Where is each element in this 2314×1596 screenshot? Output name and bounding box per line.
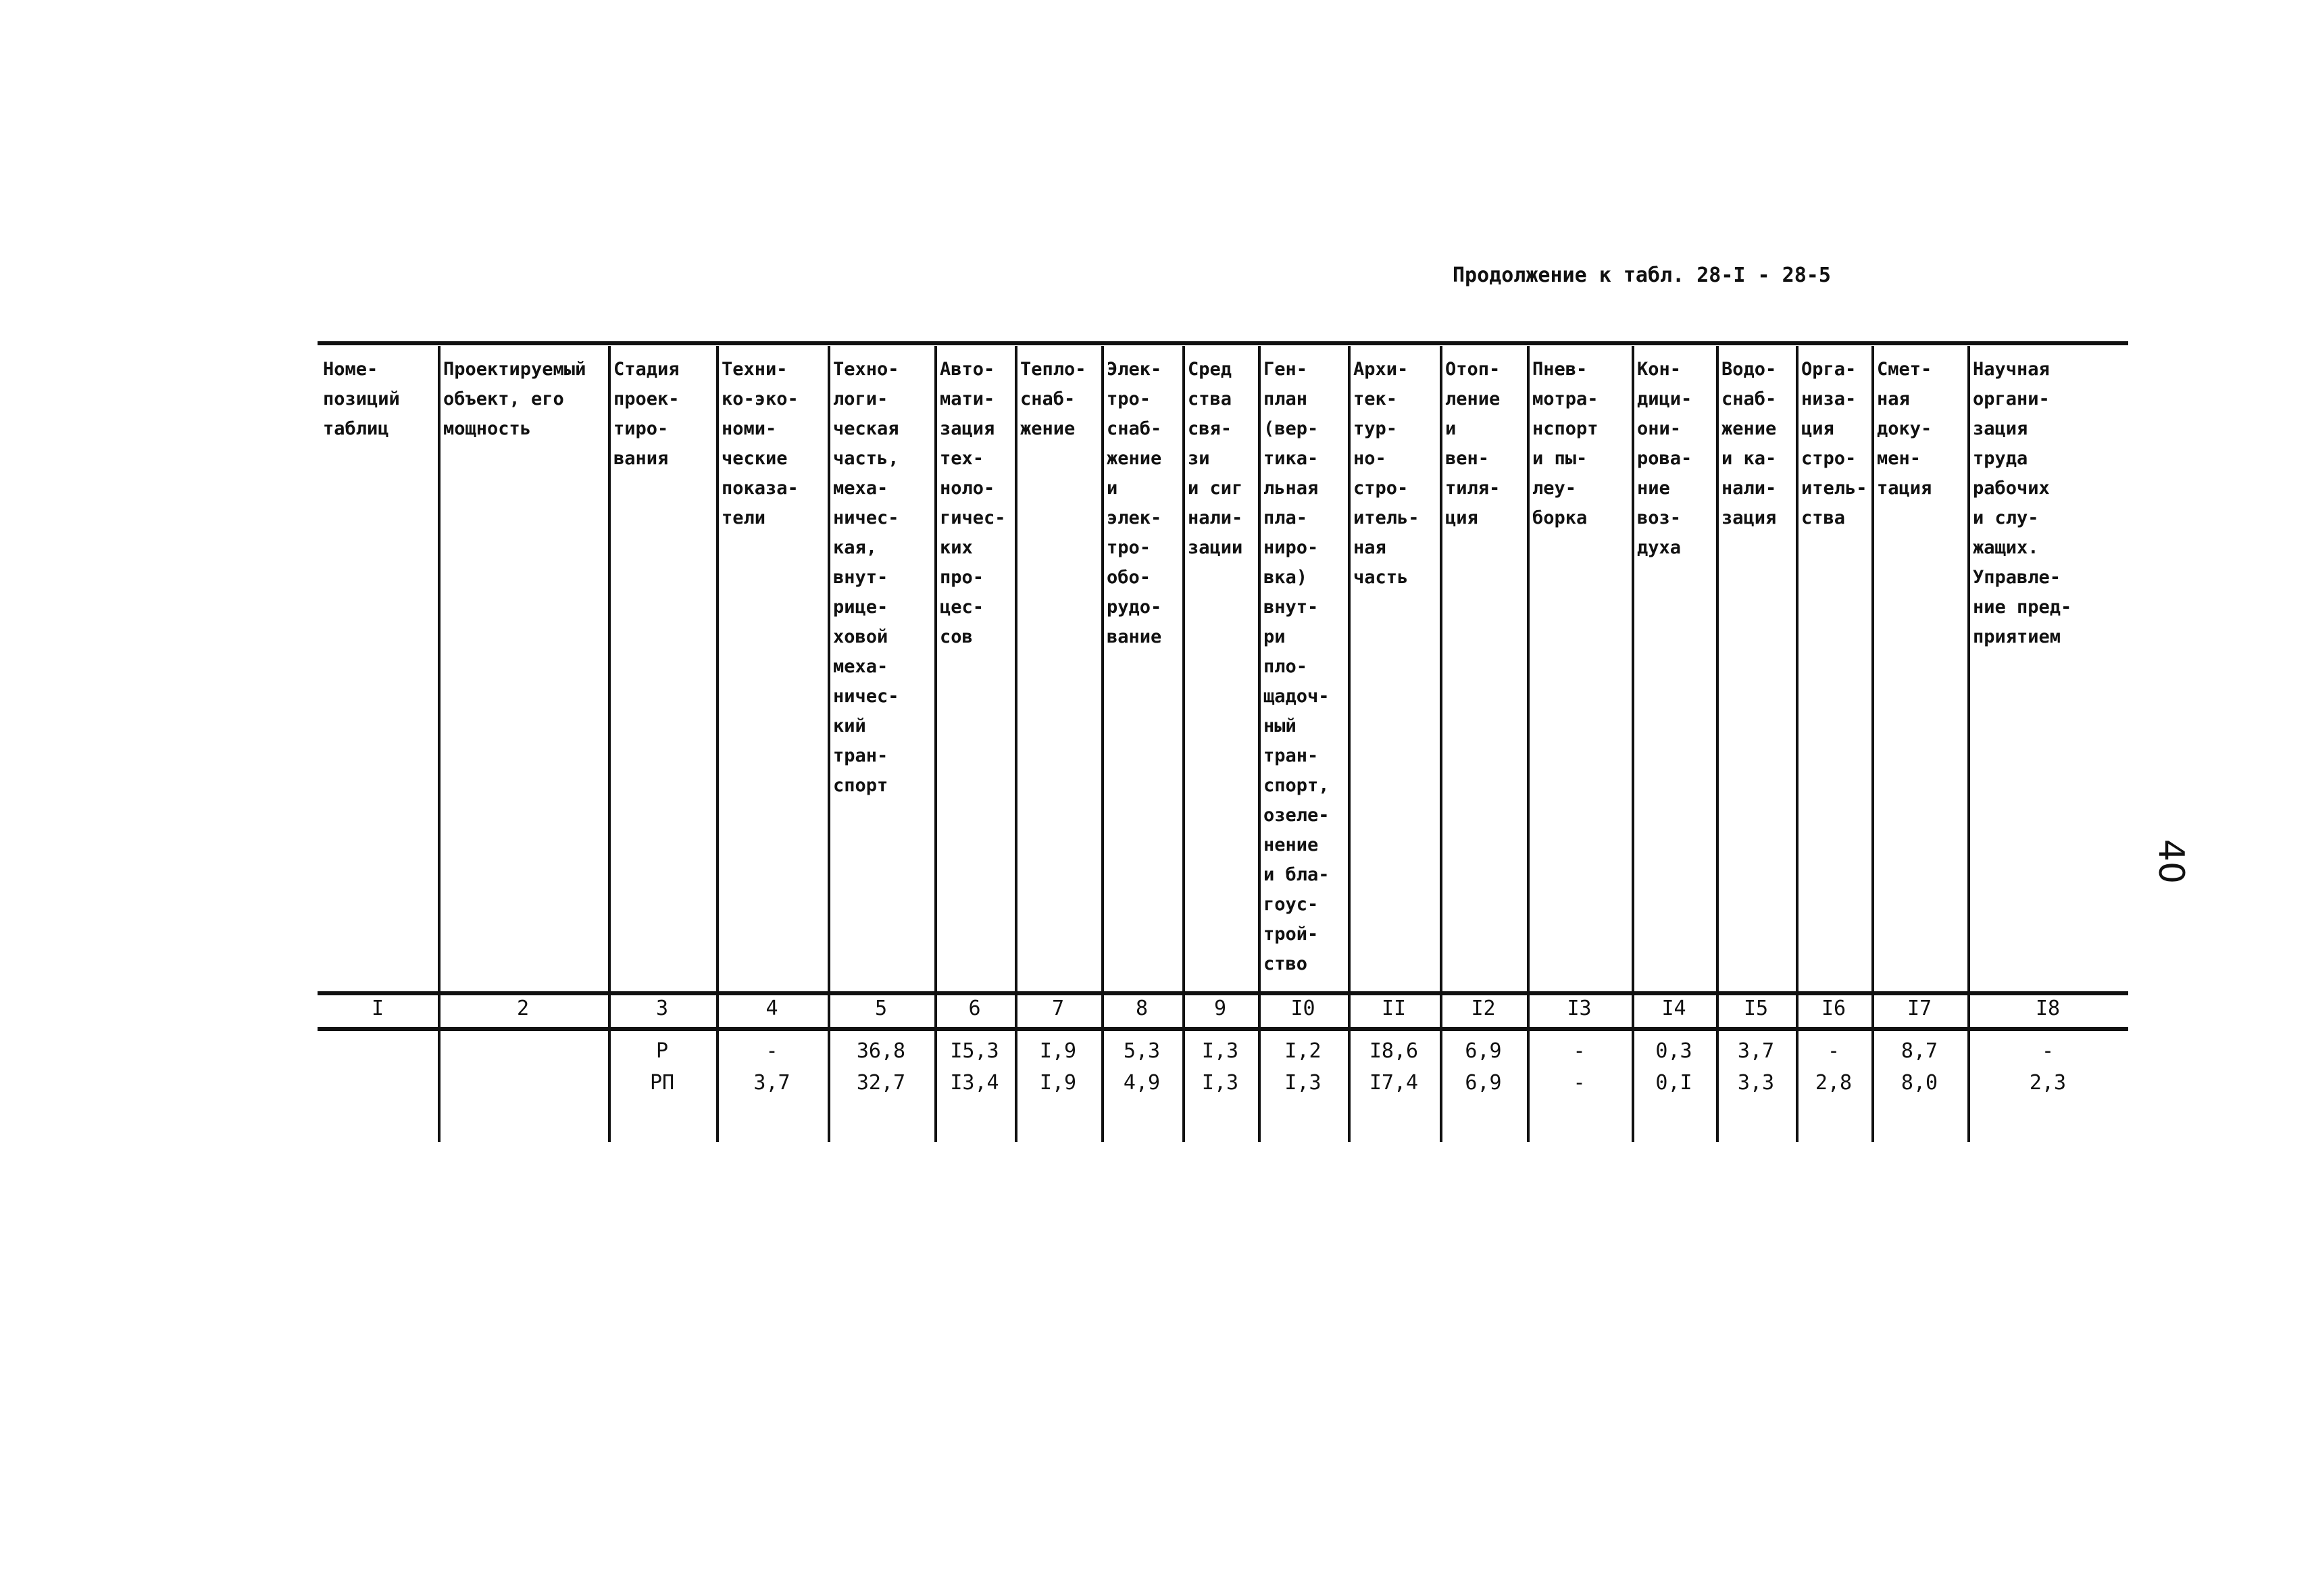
column-number: I2 — [1471, 997, 1496, 1020]
table-cell: 2,8 — [1815, 1071, 1853, 1095]
column-divider — [1101, 346, 1104, 1142]
column-divider — [1258, 346, 1261, 1142]
column-divider — [1527, 346, 1530, 1142]
column-divider — [1440, 346, 1442, 1142]
column-divider — [716, 346, 719, 1142]
continuation-caption: Продолжение к табл. 28-I - 28-5 — [1453, 264, 1831, 287]
column-header: Техно- логи- ческая часть, меха- ничес- кая, внут- рице- ховой меха- ничес- кий тран- спорт — [833, 359, 899, 796]
numbering-bottom-rule — [318, 1027, 2128, 1031]
column-divider — [1632, 346, 1634, 1142]
table-cell: I3,4 — [950, 1071, 999, 1095]
column-header: Проектируемый объект, его мощность — [443, 359, 586, 439]
header-bottom-rule — [318, 991, 2128, 995]
table-cell: I5,3 — [950, 1039, 999, 1063]
column-divider — [1796, 346, 1799, 1142]
column-header: Орга- низа- ция стро- итель- ства — [1801, 359, 1867, 528]
column-divider — [828, 346, 830, 1142]
table-cell: I,9 — [1039, 1071, 1077, 1095]
column-number: I6 — [1821, 997, 1846, 1020]
column-number: 3 — [655, 997, 669, 1020]
table-cell: 3,3 — [1737, 1071, 1775, 1095]
table-cell: I,2 — [1284, 1039, 1322, 1063]
column-divider — [1716, 346, 1719, 1142]
table-cell: I,3 — [1201, 1071, 1239, 1095]
column-divider — [608, 346, 611, 1142]
table-cell: Р — [655, 1039, 669, 1063]
column-number: I8 — [2035, 997, 2061, 1020]
column-header: Ген- план (вер- тика- льная пла- ниро- вка) внут- ри пло- щадоч- ный тран- спорт, озеле- нение и бла- гоус- трой- ство — [1263, 359, 1330, 974]
column-number: I — [371, 997, 384, 1020]
table-cell: 32,7 — [856, 1071, 906, 1095]
column-header: Тепло- снаб- жение — [1020, 359, 1086, 439]
column-number: I3 — [1567, 997, 1592, 1020]
table-cell: 2,3 — [2029, 1071, 2067, 1095]
column-number: 9 — [1213, 997, 1227, 1020]
column-number: 4 — [765, 997, 778, 1020]
column-number: I5 — [1743, 997, 1769, 1020]
column-divider — [438, 346, 441, 1142]
column-divider — [1182, 346, 1185, 1142]
column-divider — [1967, 346, 1970, 1142]
column-number: 6 — [968, 997, 981, 1020]
column-number: 7 — [1051, 997, 1065, 1020]
table-cell: 6,9 — [1465, 1071, 1502, 1095]
column-header: Сред ства свя- зи и сиг нали- зации — [1188, 359, 1243, 558]
column-divider — [1871, 346, 1874, 1142]
column-divider — [1348, 346, 1351, 1142]
table-cell: I8,6 — [1369, 1039, 1419, 1063]
table-cell: I,3 — [1201, 1039, 1239, 1063]
column-number: 2 — [516, 997, 530, 1020]
column-header: Элек- тро- снаб- жение и элек- тро- обо- рудо- вание — [1107, 359, 1162, 647]
column-header: Техни- ко-эко- номи- ческие показа- тели — [722, 359, 799, 528]
column-header: Стадия проек- тиро- вания — [613, 359, 680, 469]
table-cell: 8,0 — [1901, 1071, 1938, 1095]
column-divider — [934, 346, 937, 1142]
column-header: Водо- снаб- жение и ка- нали- зация — [1721, 359, 1777, 528]
table-cell: 0,I — [1655, 1071, 1692, 1095]
page-number: 40 — [2150, 839, 2192, 884]
column-header: Пнев- мотра- нспорт и пы- леу- борка — [1532, 359, 1599, 528]
table-cell: 5,3 — [1123, 1039, 1161, 1063]
column-number: 8 — [1135, 997, 1149, 1020]
table-cell: - — [1827, 1039, 1840, 1063]
column-number: I4 — [1661, 997, 1686, 1020]
table-cell: - — [2041, 1039, 2055, 1063]
table-cell: 3,7 — [753, 1071, 790, 1095]
column-header: Научная органи- зация труда рабочих и слу- жащих. Управле- ние пред- приятием — [1973, 359, 2072, 647]
column-number: 5 — [874, 997, 888, 1020]
column-header: Авто- мати- зация тех- ноло- гичес- ких про- цес- сов — [940, 359, 1006, 647]
column-header: Номе- позиций таблиц — [323, 359, 400, 439]
table-cell: - — [1573, 1039, 1586, 1063]
column-header: Отоп- ление и вен- тиля- ция — [1445, 359, 1501, 528]
column-number: II — [1381, 997, 1407, 1020]
table-cell: I,3 — [1284, 1071, 1322, 1095]
table-cell: - — [765, 1039, 778, 1063]
table-cell: I,9 — [1039, 1039, 1077, 1063]
table-cell: 4,9 — [1123, 1071, 1161, 1095]
table-cell: 8,7 — [1901, 1039, 1938, 1063]
table-cell: 36,8 — [856, 1039, 906, 1063]
column-number: I0 — [1290, 997, 1315, 1020]
table-cell: - — [1573, 1071, 1586, 1095]
table-cell: I7,4 — [1369, 1071, 1419, 1095]
column-header: Смет- ная доку- мен- тация — [1877, 359, 1932, 499]
column-divider — [1015, 346, 1017, 1142]
table-cell: 6,9 — [1465, 1039, 1502, 1063]
table-cell: РП — [649, 1071, 675, 1095]
column-header: Кон- дици- они- рова- ние воз- духа — [1637, 359, 1692, 558]
column-number: I7 — [1907, 997, 1932, 1020]
table-top-rule — [318, 341, 2128, 345]
table-cell: 3,7 — [1737, 1039, 1775, 1063]
table-cell: 0,3 — [1655, 1039, 1692, 1063]
column-header: Архи- тек- тур- но- стро- итель- ная часть — [1353, 359, 1419, 588]
